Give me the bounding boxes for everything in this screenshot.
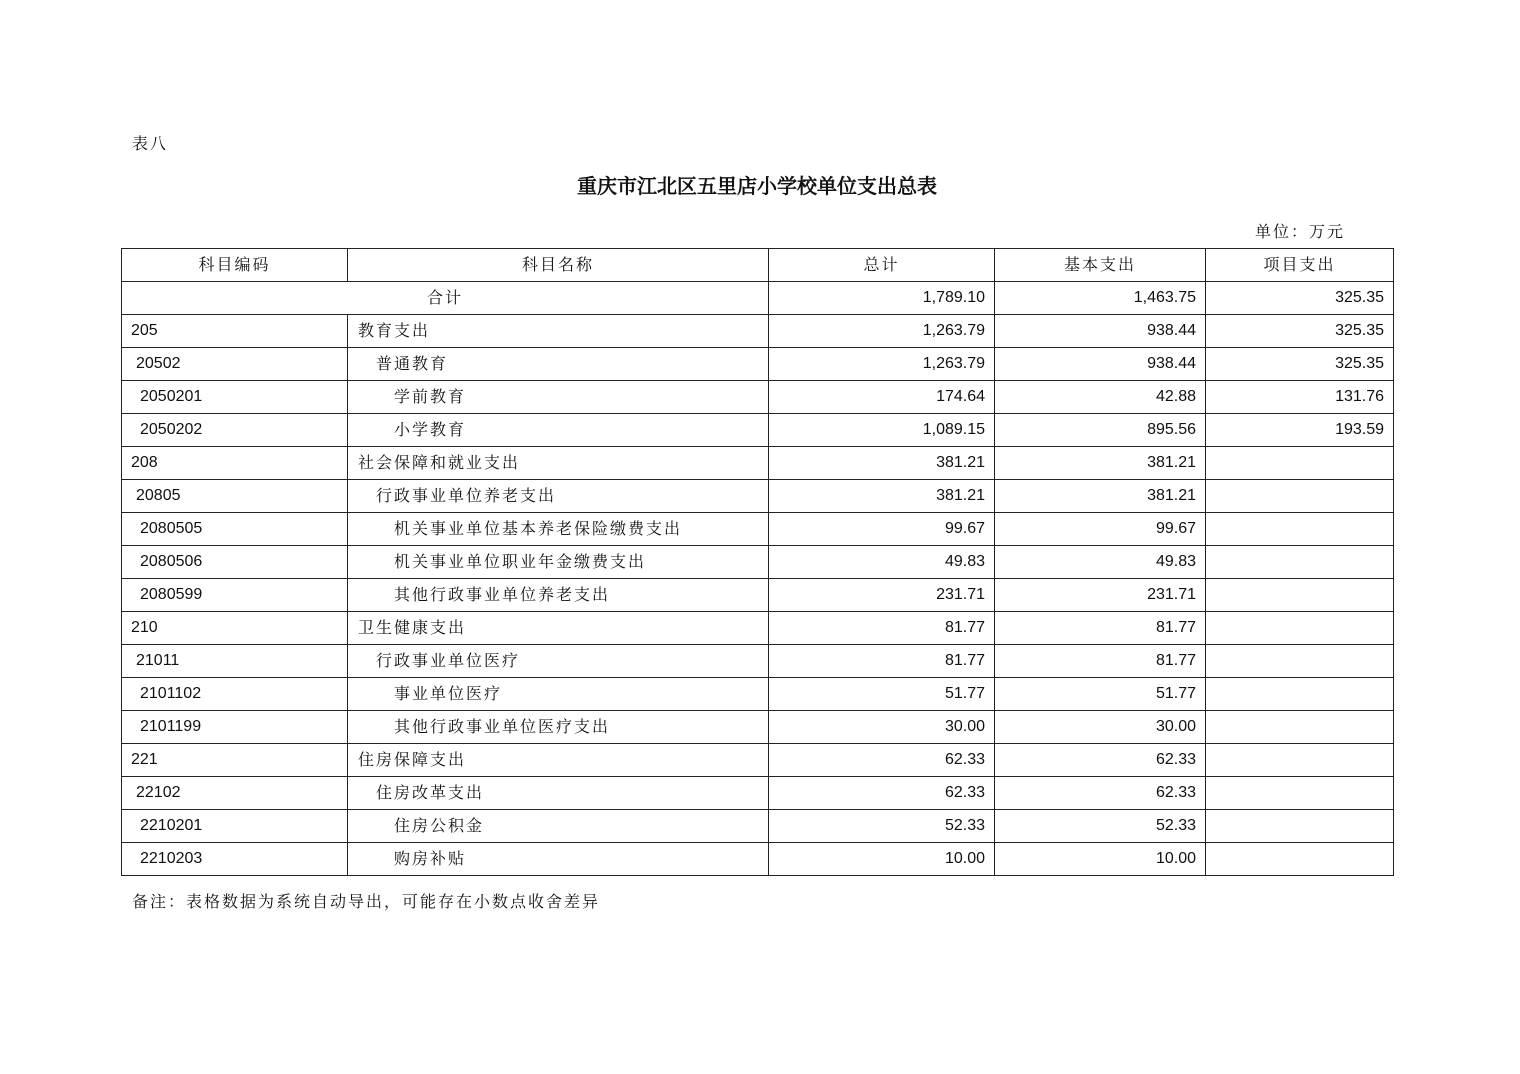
cell-total: 62.33: [769, 744, 995, 777]
cell-name: 教育支出: [348, 315, 769, 348]
cell-project: [1206, 810, 1394, 843]
cell-name: 机关事业单位基本养老保险缴费支出: [348, 513, 769, 546]
cell-code: 208: [122, 447, 348, 480]
cell-project: [1206, 513, 1394, 546]
cell-code: 221: [122, 744, 348, 777]
document-label: 表八: [132, 134, 169, 153]
cell-basic: 231.71: [995, 579, 1206, 612]
cell-project: [1206, 546, 1394, 579]
header-subject-name: 科目名称: [348, 249, 769, 282]
cell-basic: 51.77: [995, 678, 1206, 711]
cell-basic: 62.33: [995, 777, 1206, 810]
cell-basic: 381.21: [995, 447, 1206, 480]
cell-code: 2080506: [122, 546, 348, 579]
cell-project: 193.59: [1206, 414, 1394, 447]
cell-total: 81.77: [769, 612, 995, 645]
table-row: [122, 777, 1394, 810]
unit-label: 单位：万元: [1255, 222, 1346, 241]
cell-basic: 938.44: [995, 315, 1206, 348]
cell-total: 49.83: [769, 546, 995, 579]
table-row: [122, 678, 1394, 711]
cell-project: 325.35: [1206, 348, 1394, 381]
cell-total: 1,263.79: [769, 315, 995, 348]
cell-basic: 42.88: [995, 381, 1206, 414]
cell-code: 21011: [122, 645, 348, 678]
cell-name: 住房保障支出: [348, 744, 769, 777]
cell-code: 2050201: [122, 381, 348, 414]
cell-project: 131.76: [1206, 381, 1394, 414]
cell-total: 52.33: [769, 810, 995, 843]
cell-total: 30.00: [769, 711, 995, 744]
header-project-expenditure: 项目支出: [1206, 249, 1394, 282]
cell-name: 行政事业单位养老支出: [348, 480, 769, 513]
cell-total: 99.67: [769, 513, 995, 546]
table-row: [122, 414, 1394, 447]
cell-code: 210: [122, 612, 348, 645]
cell-project: [1206, 777, 1394, 810]
cell-code: 2101102: [122, 678, 348, 711]
cell-total: 62.33: [769, 777, 995, 810]
cell-basic: 10.00: [995, 843, 1206, 876]
cell-code: 2080505: [122, 513, 348, 546]
total-row-basic: 1,463.75: [995, 282, 1206, 315]
cell-code: 22102: [122, 777, 348, 810]
cell-code: 2210201: [122, 810, 348, 843]
table-row: [122, 579, 1394, 612]
table-row: [122, 315, 1394, 348]
table-footnote: 备注：表格数据为系统自动导出，可能存在小数点收舍差异: [132, 892, 601, 911]
cell-code: 2101199: [122, 711, 348, 744]
cell-project: [1206, 579, 1394, 612]
cell-basic: 30.00: [995, 711, 1206, 744]
cell-total: 1,089.15: [769, 414, 995, 447]
cell-total: 1,263.79: [769, 348, 995, 381]
cell-project: 325.35: [1206, 315, 1394, 348]
cell-basic: 895.56: [995, 414, 1206, 447]
cell-project: [1206, 711, 1394, 744]
cell-total: 381.21: [769, 480, 995, 513]
document-title: 重庆市江北区五里店小学校单位支出总表: [577, 174, 937, 198]
cell-basic: 99.67: [995, 513, 1206, 546]
cell-name: 购房补贴: [348, 843, 769, 876]
total-row-project: 325.35: [1206, 282, 1394, 315]
cell-code: 20805: [122, 480, 348, 513]
cell-name: 学前教育: [348, 381, 769, 414]
header-total: 总计: [769, 249, 995, 282]
table-row: [122, 810, 1394, 843]
cell-name: 小学教育: [348, 414, 769, 447]
table-row: [122, 843, 1394, 876]
cell-project: [1206, 744, 1394, 777]
table-row: [122, 546, 1394, 579]
cell-project: [1206, 480, 1394, 513]
table-row: [122, 513, 1394, 546]
cell-code: 2080599: [122, 579, 348, 612]
cell-project: [1206, 645, 1394, 678]
cell-basic: 62.33: [995, 744, 1206, 777]
cell-basic: 49.83: [995, 546, 1206, 579]
cell-name: 其他行政事业单位养老支出: [348, 579, 769, 612]
cell-project: [1206, 612, 1394, 645]
table-row: [122, 612, 1394, 645]
cell-name: 其他行政事业单位医疗支出: [348, 711, 769, 744]
cell-code: 2050202: [122, 414, 348, 447]
cell-basic: 938.44: [995, 348, 1206, 381]
table-row: [122, 447, 1394, 480]
cell-name: 机关事业单位职业年金缴费支出: [348, 546, 769, 579]
cell-name: 行政事业单位医疗: [348, 645, 769, 678]
cell-name: 普通教育: [348, 348, 769, 381]
cell-name: 社会保障和就业支出: [348, 447, 769, 480]
total-row: [122, 282, 1394, 315]
cell-basic: 52.33: [995, 810, 1206, 843]
table-header-row: [122, 249, 1394, 282]
header-subject-code: 科目编码: [122, 249, 348, 282]
total-row-total: 1,789.10: [769, 282, 995, 315]
table-row: [122, 480, 1394, 513]
cell-project: [1206, 447, 1394, 480]
cell-total: 231.71: [769, 579, 995, 612]
cell-name: 事业单位医疗: [348, 678, 769, 711]
cell-basic: 381.21: [995, 480, 1206, 513]
expenditure-table: [121, 248, 1394, 876]
cell-total: 381.21: [769, 447, 995, 480]
cell-project: [1206, 678, 1394, 711]
total-row-label: 合计: [122, 282, 769, 315]
cell-basic: 81.77: [995, 612, 1206, 645]
cell-total: 10.00: [769, 843, 995, 876]
cell-code: 205: [122, 315, 348, 348]
header-basic-expenditure: 基本支出: [995, 249, 1206, 282]
cell-total: 51.77: [769, 678, 995, 711]
table-row: [122, 744, 1394, 777]
table-row: [122, 645, 1394, 678]
cell-total: 81.77: [769, 645, 995, 678]
cell-code: 20502: [122, 348, 348, 381]
cell-name: 住房公积金: [348, 810, 769, 843]
table-row: [122, 711, 1394, 744]
cell-total: 174.64: [769, 381, 995, 414]
cell-name: 住房改革支出: [348, 777, 769, 810]
cell-basic: 81.77: [995, 645, 1206, 678]
cell-project: [1206, 843, 1394, 876]
cell-name: 卫生健康支出: [348, 612, 769, 645]
table-row: [122, 381, 1394, 414]
cell-code: 2210203: [122, 843, 348, 876]
table-row: [122, 348, 1394, 381]
